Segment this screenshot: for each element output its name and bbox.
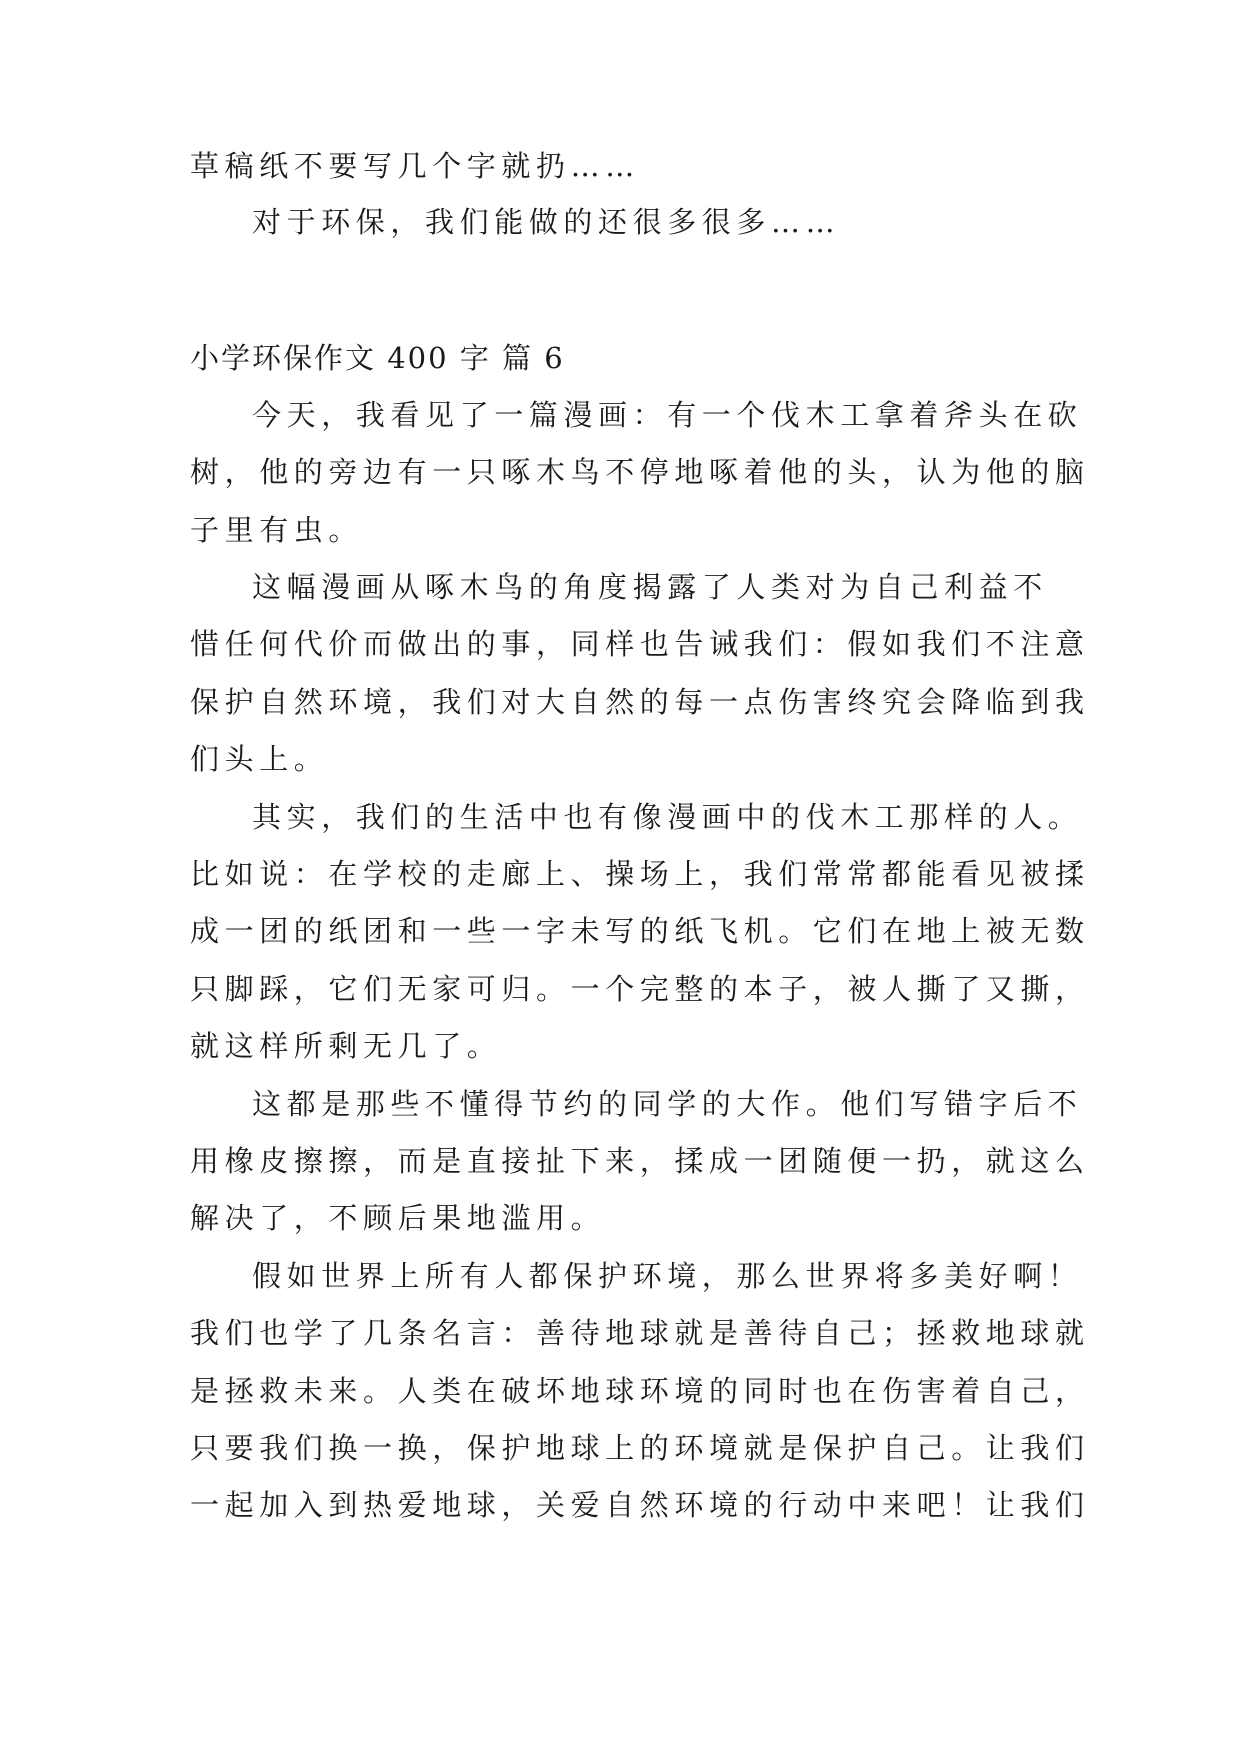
text-line: 比如说：在学校的走廊上、操场上，我们常常都能看见被揉 xyxy=(190,857,1090,891)
text-line: 子里有虫。 xyxy=(190,513,364,547)
text-line: 解决了，不顾后果地滥用。 xyxy=(190,1201,606,1235)
section-title: 小学环保作文 400 字 篇 6 xyxy=(190,341,565,375)
text-line: 只要我们换一换，保护地球上的环境就是保护自己。让我们 xyxy=(190,1431,1090,1465)
text-line: 草稿纸不要写几个字就扔…… xyxy=(190,149,640,183)
text-line: 用橡皮擦擦，而是直接扯下来，揉成一团随便一扔，就这么 xyxy=(190,1144,1090,1178)
text-line: 就这样所剩无几了。 xyxy=(190,1029,502,1063)
text-line: 惜任何代价而做出的事，同样也告诫我们：假如我们不注意 xyxy=(190,627,1090,661)
text-line: 树，他的旁边有一只啄木鸟不停地啄着他的头，认为他的脑 xyxy=(190,455,1090,489)
paragraph-first-line: 这幅漫画从啄木鸟的角度揭露了人类对为自己利益不 xyxy=(252,570,1048,604)
text-line: 一起加入到热爱地球，关爱自然环境的行动中来吧！让我们 xyxy=(190,1488,1090,1522)
text-line: 我们也学了几条名言：善待地球就是善待自己；拯救地球就 xyxy=(190,1316,1090,1350)
paragraph-first-line: 这都是那些不懂得节约的同学的大作。他们写错字后不 xyxy=(252,1087,1083,1121)
text-line: 们头上。 xyxy=(190,742,329,776)
text-line: 是拯救未来。人类在破坏地球环境的同时也在伤害着自己， xyxy=(190,1374,1090,1408)
paragraph-first-line: 假如世界上所有人都保护环境，那么世界将多美好啊！ xyxy=(252,1259,1083,1293)
text-line: 保护自然环境，我们对大自然的每一点伤害终究会降临到我 xyxy=(190,685,1090,719)
paragraph-first-line: 今天，我看见了一篇漫画：有一个伐木工拿着斧头在砍 xyxy=(252,398,1083,432)
text-line: 只脚踩，它们无家可归。一个完整的本子，被人撕了又撕， xyxy=(190,972,1090,1006)
paragraph-first-line: 其实，我们的生活中也有像漫画中的伐木工那样的人。 xyxy=(252,800,1083,834)
text-line: 成一团的纸团和一些一字未写的纸飞机。它们在地上被无数 xyxy=(190,914,1090,948)
paragraph-first-line: 对于环保，我们能做的还很多很多…… xyxy=(252,205,841,239)
